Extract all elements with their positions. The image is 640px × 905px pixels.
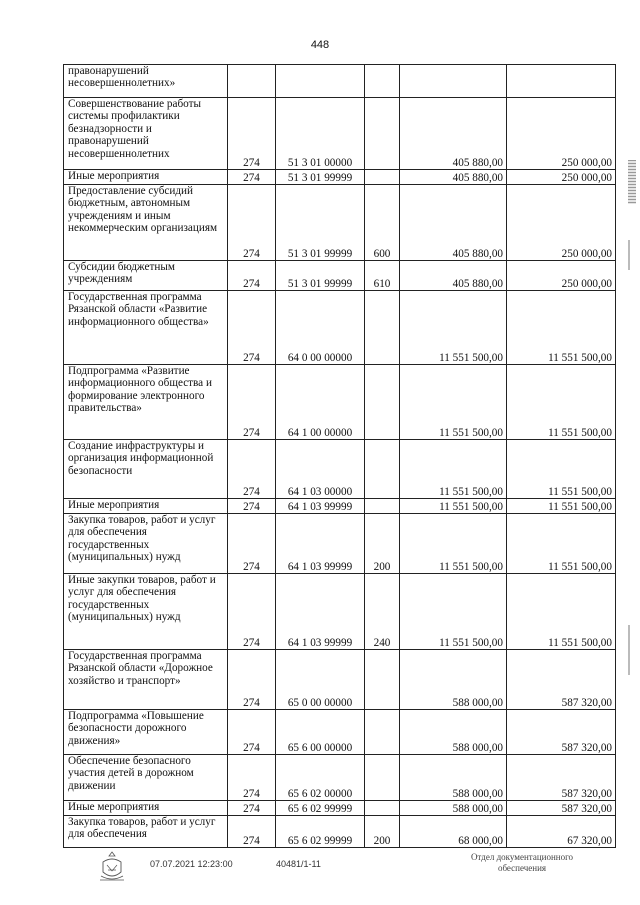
row-expense-type-code: 200 (365, 816, 400, 848)
table-row (64, 650, 616, 710)
row-target-article-code: 64 1 03 99999 (276, 514, 365, 574)
row-expense-type-code (365, 170, 400, 185)
row-amount-year1: 588 000,00 (400, 650, 507, 710)
row-amount-year2: 587 320,00 (507, 710, 616, 755)
row-department-code: 274 (228, 816, 276, 848)
row-target-article-code (276, 65, 365, 98)
table-row (64, 261, 616, 291)
budget-table (63, 64, 616, 848)
row-department-code: 274 (228, 514, 276, 574)
row-amount-year1: 405 880,00 (400, 98, 507, 170)
row-department-code: 274 (228, 98, 276, 170)
row-amount-year1: 588 000,00 (400, 801, 507, 816)
table-row (64, 755, 616, 801)
row-target-article-code: 51 3 01 99999 (276, 170, 365, 185)
row-amount-year2: 250 000,00 (507, 185, 616, 261)
row-department-code (228, 65, 276, 98)
row-expense-type-code (365, 291, 400, 365)
row-expense-type-code (365, 98, 400, 170)
row-amount-year2: 587 320,00 (507, 650, 616, 710)
table-row (64, 710, 616, 755)
row-amount-year1: 11 551 500,00 (400, 514, 507, 574)
row-amount-year1 (400, 65, 507, 98)
row-name: Совершенствование работы системы профилактики безнадзорности и правонарушений несовершеннолетних (64, 98, 228, 170)
row-target-article-code: 65 6 02 99999 (276, 801, 365, 816)
table-row (64, 170, 616, 185)
emblem-icon (98, 850, 126, 884)
row-department-code: 274 (228, 801, 276, 816)
row-department-code: 274 (228, 170, 276, 185)
row-amount-year1: 588 000,00 (400, 710, 507, 755)
row-name: Подпрограмма «Развитие информационного общества и формирование электронного правительства» (64, 365, 228, 440)
row-amount-year2: 250 000,00 (507, 170, 616, 185)
row-expense-type-code (365, 801, 400, 816)
row-amount-year2: 11 551 500,00 (507, 365, 616, 440)
row-name: Иные мероприятия (64, 801, 228, 816)
footer-document-id: 40481/1-11 (276, 859, 321, 869)
row-amount-year2: 587 320,00 (507, 801, 616, 816)
row-expense-type-code (365, 65, 400, 98)
table-body (64, 65, 616, 848)
row-expense-type-code: 600 (365, 185, 400, 261)
row-amount-year2: 11 551 500,00 (507, 291, 616, 365)
table-row (64, 801, 616, 816)
row-amount-year1: 405 880,00 (400, 185, 507, 261)
row-target-article-code: 65 0 00 00000 (276, 650, 365, 710)
row-amount-year2: 11 551 500,00 (507, 499, 616, 514)
row-expense-type-code (365, 650, 400, 710)
table-row (64, 440, 616, 499)
row-expense-type-code (365, 440, 400, 499)
footer-department-line2: обеспечения (497, 863, 547, 873)
table-row (64, 291, 616, 365)
row-amount-year2: 11 551 500,00 (507, 514, 616, 574)
footer-department-line1: Отдел документационного (470, 852, 574, 862)
row-name: Подпрограмма «Повышение безопасности дорожного движения» (64, 710, 228, 755)
row-name: Иные закупки товаров, работ и услуг для обеспечения государственных (муниципальных) нужд (64, 574, 228, 650)
row-amount-year2: 587 320,00 (507, 755, 616, 801)
table-row (64, 499, 616, 514)
row-department-code: 274 (228, 574, 276, 650)
row-target-article-code: 64 1 03 00000 (276, 440, 365, 499)
row-department-code: 274 (228, 185, 276, 261)
row-amount-year2: 250 000,00 (507, 261, 616, 291)
table-row (64, 574, 616, 650)
scan-edge-mark (628, 160, 636, 204)
row-name: Обеспечение безопасного участия детей в дорожном движении (64, 755, 228, 801)
row-target-article-code: 65 6 02 99999 (276, 816, 365, 848)
row-name: Иные мероприятия (64, 499, 228, 514)
row-expense-type-code (365, 755, 400, 801)
row-expense-type-code: 200 (365, 514, 400, 574)
row-amount-year1: 11 551 500,00 (400, 499, 507, 514)
row-target-article-code: 51 3 01 99999 (276, 185, 365, 261)
scan-edge-mark (628, 240, 630, 270)
table-row (64, 185, 616, 261)
footer-department (452, 852, 592, 874)
row-name: Государственная программа Рязанской области «Дорожное хозяйство и транспорт» (64, 650, 228, 710)
row-department-code: 274 (228, 755, 276, 801)
table-row (64, 816, 616, 848)
page-number: 448 (310, 39, 330, 51)
row-amount-year1: 588 000,00 (400, 755, 507, 801)
row-target-article-code: 51 3 01 00000 (276, 98, 365, 170)
row-name: Создание инфраструктуры и организация информационной безопасности (64, 440, 228, 499)
page-footer (0, 848, 640, 898)
row-department-code: 274 (228, 440, 276, 499)
row-target-article-code: 51 3 01 99999 (276, 261, 365, 291)
row-amount-year1: 11 551 500,00 (400, 440, 507, 499)
row-department-code: 274 (228, 291, 276, 365)
row-amount-year1: 68 000,00 (400, 816, 507, 848)
row-amount-year2 (507, 65, 616, 98)
row-amount-year2: 250 000,00 (507, 98, 616, 170)
row-department-code: 274 (228, 710, 276, 755)
footer-date: 07.07.2021 12:23:00 (150, 859, 233, 869)
table-row (64, 65, 616, 98)
row-name: Закупка товаров, работ и услуг для обеспечения (64, 816, 228, 848)
row-target-article-code: 64 1 03 99999 (276, 574, 365, 650)
table-row (64, 365, 616, 440)
row-expense-type-code (365, 710, 400, 755)
row-target-article-code: 64 1 03 99999 (276, 499, 365, 514)
row-amount-year1: 11 551 500,00 (400, 365, 507, 440)
row-expense-type-code (365, 365, 400, 440)
row-target-article-code: 65 6 02 00000 (276, 755, 365, 801)
row-amount-year1: 11 551 500,00 (400, 574, 507, 650)
row-name: Государственная программа Рязанской области «Развитие информационного общества» (64, 291, 228, 365)
row-amount-year2: 11 551 500,00 (507, 574, 616, 650)
row-name: Иные мероприятия (64, 170, 228, 185)
table-row (64, 98, 616, 170)
row-name: Закупка товаров, работ и услуг для обеспечения государственных (муниципальных) нужд (64, 514, 228, 574)
row-expense-type-code (365, 499, 400, 514)
row-target-article-code: 64 1 00 00000 (276, 365, 365, 440)
row-amount-year2: 11 551 500,00 (507, 440, 616, 499)
row-name: Предоставление субсидий бюджетным, автономным учреждениям и иным некоммерческим организациям (64, 185, 228, 261)
row-name: Субсидии бюджетным учреждениям (64, 261, 228, 291)
row-amount-year1: 405 880,00 (400, 170, 507, 185)
row-amount-year1: 11 551 500,00 (400, 291, 507, 365)
row-name: правонарушений несовершеннолетних» (64, 65, 228, 98)
row-amount-year2: 67 320,00 (507, 816, 616, 848)
scan-edge-mark (628, 625, 630, 675)
row-expense-type-code: 240 (365, 574, 400, 650)
row-expense-type-code: 610 (365, 261, 400, 291)
row-department-code: 274 (228, 650, 276, 710)
row-department-code: 274 (228, 499, 276, 514)
table-row (64, 514, 616, 574)
row-target-article-code: 65 6 00 00000 (276, 710, 365, 755)
row-department-code: 274 (228, 261, 276, 291)
row-amount-year1: 405 880,00 (400, 261, 507, 291)
row-department-code: 274 (228, 365, 276, 440)
row-target-article-code: 64 0 00 00000 (276, 291, 365, 365)
